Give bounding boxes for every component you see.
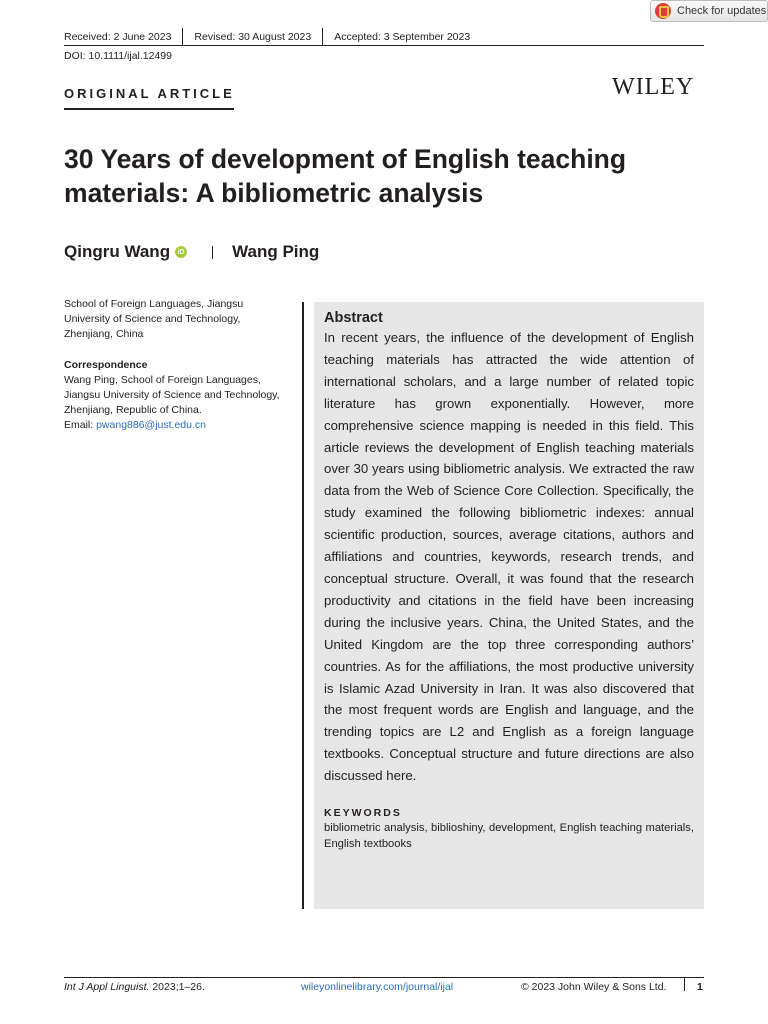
- copyright: © 2023 John Wiley & Sons Ltd.: [521, 981, 667, 993]
- article-type: ORIGINAL ARTICLE: [64, 86, 235, 101]
- affiliation-line: University of Science and Technology,: [64, 313, 241, 325]
- column-divider: [302, 302, 304, 909]
- date-divider: [322, 28, 323, 46]
- footer-divider: [684, 977, 685, 991]
- abstract-text: In recent years, the influence of the development of English teaching materials has attracted the wide attention of international scholars, and a large number of related topic literature has grown exponentially. However, more comprehensive science mapping is needed in this field. This article reviews the development of English teaching materials over 30 years using bibliometric analysis. We extracted the raw data from the Web of Science Core Collection. Specifically, the study examined the following bibliometric indexes: annual scientific production, sources, average citations, authors and affiliations and countries, keywords, research trends, and conceptual structure. Overall, it was found that the research productivity and citations in the field have been increasing during the inclusive years. China, the United States, and the United Kingdom are the top three corresponding authors’ countries. As for the affiliations, the most productive university is Islamic Azad University in Iran. It was also discovered that the most frequent words are English and language, and the trending topics are L2 and English as a foreign language textbooks. Conceptual structure and future directions are also discussed here.: [324, 330, 694, 784]
- affiliation-line: School of Foreign Languages, Jiangsu: [64, 298, 244, 310]
- publisher-logo: WILEY: [612, 74, 695, 100]
- journal-name: Int J Appl Linguist.: [64, 981, 150, 993]
- journal-citation: [64, 981, 205, 993]
- keywords-text: bibliometric analysis, biblioshiny, development, English teaching materials, English textbooks: [324, 822, 694, 851]
- footer-rule: [64, 977, 704, 978]
- email-label: Email:: [64, 419, 97, 431]
- email-line: [64, 418, 294, 433]
- affiliation-line: Zhenjiang, China: [64, 328, 144, 340]
- date-divider: [182, 28, 183, 46]
- citation-info: 2023;1–26.: [149, 981, 205, 993]
- article-type-underline: [64, 108, 234, 110]
- doi: DOI: 10.1111/ijal.12499: [64, 50, 172, 62]
- author-name[interactable]: Qingru Wang: [64, 242, 171, 261]
- correspondence-line: Jiangsu University of Science and Technology,: [64, 389, 280, 401]
- check-for-updates-button[interactable]: [650, 0, 768, 22]
- article-title: 30 Years of development of English teaching materials: A bibliometric analysis: [64, 144, 627, 208]
- abstract-heading: Abstract: [324, 310, 383, 326]
- author-divider: [212, 246, 213, 259]
- correspondence-line: Zhenjiang, Republic of China.: [64, 404, 202, 416]
- page-number: 1: [697, 981, 703, 993]
- revised-date: Revised: 30 August 2023: [194, 31, 312, 43]
- email-link[interactable]: pwang886@just.edu.cn: [96, 419, 206, 431]
- correspondence-line: Wang Ping, School of Foreign Languages,: [64, 374, 261, 386]
- crossmark-icon: [655, 3, 671, 19]
- accepted-date: Accepted: 3 September 2023: [334, 31, 471, 43]
- abstract-panel: [314, 302, 704, 909]
- received-date: Received: 2 June 2023: [64, 31, 172, 43]
- orcid-icon[interactable]: iD: [175, 246, 187, 258]
- author-name[interactable]: Wang Ping: [232, 242, 320, 261]
- check-for-updates-label: Check for updates: [677, 5, 767, 17]
- keywords-heading: KEYWORDS: [324, 807, 402, 820]
- correspondence: [64, 358, 294, 433]
- correspondence-heading: Correspondence: [64, 359, 148, 371]
- header-rule: [64, 45, 704, 46]
- article-dates: [64, 28, 470, 46]
- journal-url-link[interactable]: wileyonlinelibrary.com/journal/ijal: [301, 981, 454, 993]
- affiliation: [64, 297, 289, 342]
- author-list: [64, 242, 319, 262]
